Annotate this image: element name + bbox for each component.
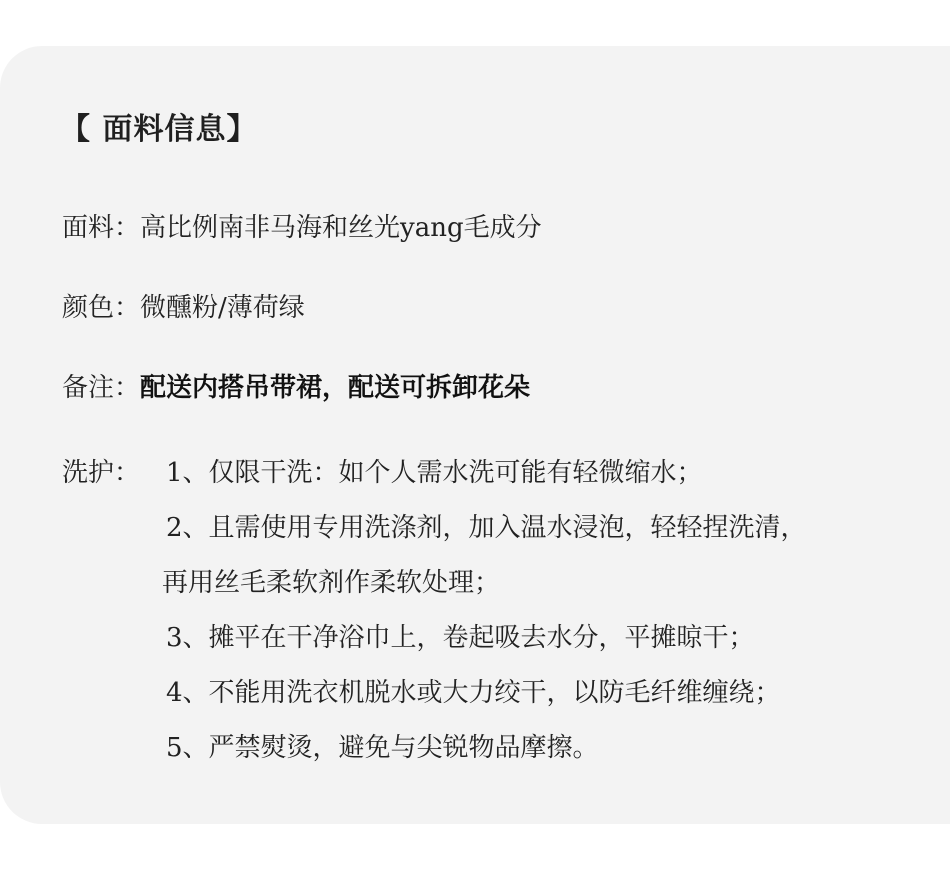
care-step-2: 2、且需使用专用洗涤剂，加入温水浸泡，轻轻捏洗清， <box>166 513 807 543</box>
fabric-value: 高比例南非马海和丝光yang毛成分 <box>140 213 542 243</box>
care-step-5: 5、严禁熨烫，避免与尖锐物品摩擦。 <box>166 733 599 763</box>
note-value: 配送内搭吊带裙，配送可拆卸花朵 <box>140 373 531 403</box>
care-step-1: 1、仅限干洗：如个人需水洗可能有轻微缩水； <box>166 458 703 488</box>
care-label: 洗护： <box>62 458 141 488</box>
section-title: 【 面料信息】 <box>60 112 258 147</box>
note-row <box>62 371 530 405</box>
fabric-row <box>62 211 542 245</box>
care-step-2-continued: 再用丝毛柔软剂作柔软处理； <box>162 568 501 598</box>
care-step-4: 4、不能用洗衣机脱水或大力绞干，以防毛纤维缠绕； <box>166 678 781 708</box>
color-value: 微醺粉/薄荷绿 <box>140 293 305 323</box>
color-label: 颜色： <box>62 293 141 323</box>
fabric-label: 面料： <box>62 213 141 243</box>
note-label: 备注： <box>62 373 141 403</box>
care-step-3: 3、摊平在干净浴巾上，卷起吸去水分，平摊晾干； <box>166 623 755 653</box>
color-row <box>62 291 305 325</box>
